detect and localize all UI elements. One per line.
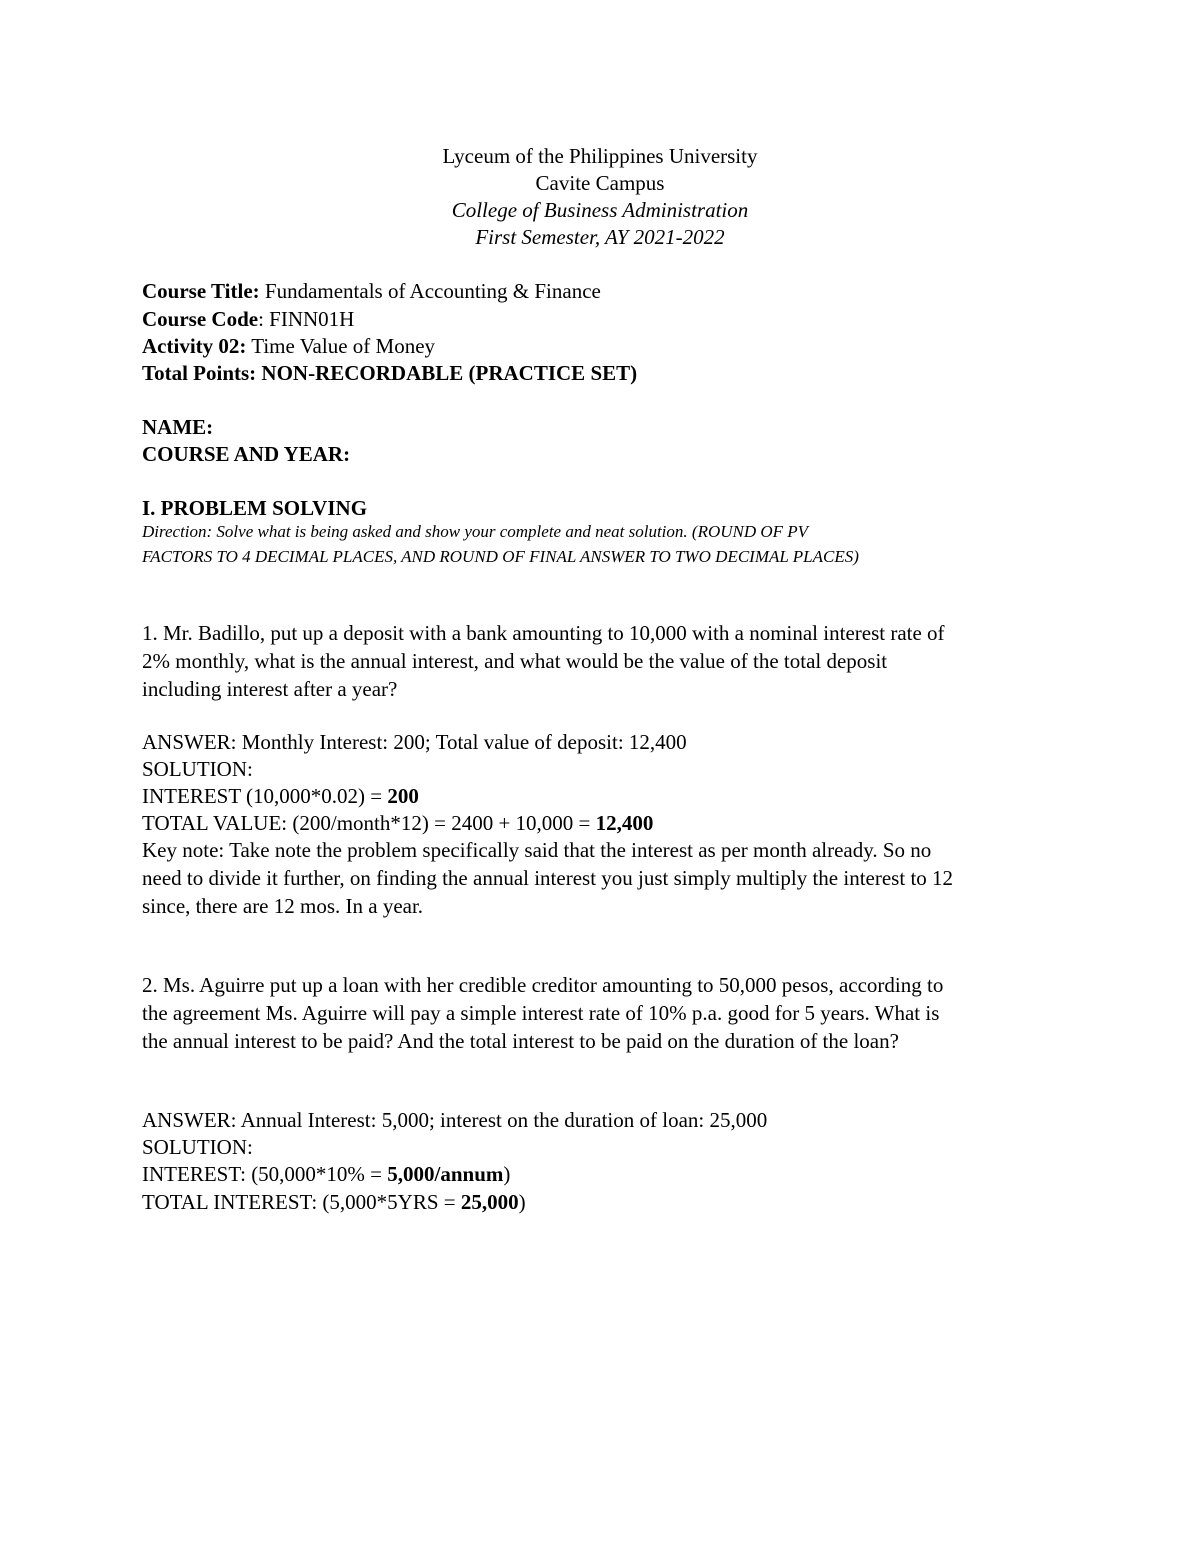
name-label: NAME: [142, 415, 214, 439]
problem-2-interest-close: ) [503, 1162, 511, 1186]
semester-line: First Semester, AY 2021-2022 [475, 225, 725, 249]
problem-1-note-line-1: Key note: Take note the problem specifically said that the interest as per month already. So no [142, 838, 932, 862]
course-title-label: Course Title: [142, 279, 260, 303]
course-code-value: : FINN01H [258, 307, 355, 331]
problem-1-answer: ANSWER: Monthly Interest: 200; Total value of deposit: 12,400 [142, 730, 687, 754]
course-title-value: Fundamentals of Accounting & Finance [259, 279, 601, 303]
problem-1-total-result: 12,400 [595, 811, 654, 835]
total-points-label: Total Points: [142, 361, 257, 385]
activity-value: Time Value of Money [246, 334, 436, 358]
problem-2-solution-label: SOLUTION: [142, 1135, 253, 1159]
problem-2-line-2: the agreement Ms. Aguirre will pay a simple interest rate of 10% p.a. good for 5 years. What is [142, 1001, 940, 1025]
problem-1-line-3: including interest after a year? [142, 677, 398, 701]
problem-1-interest-text: INTEREST (10,000*0.02) = [142, 784, 388, 808]
problem-1-total-text: TOTAL VALUE: (200/month*12) = 2400 + 10,000 = [142, 811, 596, 835]
direction-line-1: Direction: Solve what is being asked and show your complete and neat solution. (ROUND OF PV [142, 522, 809, 541]
problem-2-interest-result: 5,000/annum [387, 1162, 504, 1186]
course-code-line [142, 307, 354, 332]
problem-1-interest-result: 200 [387, 784, 419, 808]
university-name: Lyceum of the Philippines University [442, 144, 758, 168]
activity-label: Activity 02: [142, 334, 247, 358]
problem-2-total-line [142, 1190, 526, 1215]
problem-1-note-line-2: need to divide it further, on finding the annual interest you just simply multiply the interest to 12 [142, 866, 954, 890]
section-heading [142, 496, 367, 521]
problem-2-answer: ANSWER: Annual Interest: 5,000; interest on the duration of loan: 25,000 [142, 1108, 768, 1132]
problem-2-total-text: TOTAL INTEREST: (5,000*5YRS = [142, 1190, 461, 1214]
course-code-label: Course Code [142, 307, 259, 331]
problem-1-note-line-3: since, there are 12 mos. In a year. [142, 894, 424, 918]
college-name: College of Business Administration [451, 198, 749, 222]
direction-line-2: FACTORS TO 4 DECIMAL PLACES, AND ROUND OF FINAL ANSWER TO TWO DECIMAL PLACES) [142, 547, 859, 566]
problem-2-line-1: 2. Ms. Aguirre put up a loan with her credible creditor amounting to 50,000 pesos, according to [142, 973, 944, 997]
activity-line [142, 334, 435, 359]
course-year-field [142, 442, 350, 467]
problem-2-interest-text: INTEREST: (50,000*10% = [142, 1162, 388, 1186]
course-year-label: COURSE AND YEAR: [142, 442, 351, 466]
problem-2-interest-line [142, 1162, 510, 1187]
total-points-line [142, 361, 637, 386]
name-field [142, 415, 213, 440]
problem-1-interest-line [142, 784, 419, 809]
section-heading-text: I. PROBLEM SOLVING [142, 496, 368, 520]
problem-2-total-result: 25,000 [460, 1190, 519, 1214]
problem-1-line-1: 1. Mr. Badillo, put up a deposit with a bank amounting to 10,000 with a nominal interest rate of [142, 621, 945, 645]
problem-2-line-3: the annual interest to be paid? And the total interest to be paid on the duration of the loan? [142, 1029, 899, 1053]
total-points-value: NON-RECORDABLE (PRACTICE SET) [256, 361, 638, 385]
problem-1-line-2: 2% monthly, what is the annual interest, and what would be the value of the total deposit [142, 649, 888, 673]
problem-1-total-line [142, 811, 653, 836]
problem-2-total-close: ) [518, 1190, 526, 1214]
course-title-line [142, 279, 601, 304]
problem-1-solution-label: SOLUTION: [142, 757, 253, 781]
campus-name: Cavite Campus [535, 171, 665, 195]
